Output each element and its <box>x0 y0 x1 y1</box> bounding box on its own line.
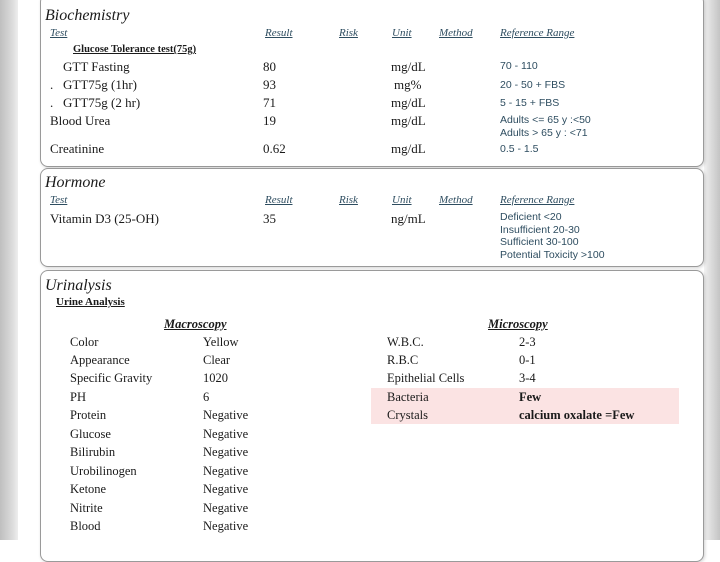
test-unit: mg/dL <box>391 95 426 110</box>
macro-name: Urobilinogen <box>70 464 137 478</box>
reference-range: 20 - 50 + FBS <box>500 79 566 91</box>
header-risk: Risk <box>339 194 358 206</box>
micro-value: calcium oxalate =Few <box>519 408 635 422</box>
macro-name: Appearance <box>70 353 130 367</box>
test-unit: mg/dL <box>391 113 426 128</box>
macro-name: Blood <box>70 519 101 533</box>
hormone-title: Hormone <box>45 174 106 191</box>
test-result: 35 <box>263 211 276 226</box>
test-name: GTT75g (1hr) <box>63 77 138 92</box>
header-method: Method <box>439 27 473 39</box>
macro-value: Negative <box>203 501 249 515</box>
test-name: Vitamin D3 (25-OH) <box>50 211 159 226</box>
macro-value: 1020 <box>203 371 228 385</box>
macro-value: Negative <box>203 464 249 478</box>
biochemistry-title: Biochemistry <box>45 7 130 24</box>
micro-name: R.B.C <box>387 353 419 367</box>
biochemistry-panel <box>40 0 704 167</box>
gtt-subheading: Glucose Tolerance test(75g) <box>73 44 197 55</box>
bullet-dot: . <box>50 95 54 110</box>
header-result: Result <box>265 194 293 206</box>
test-unit: mg/dL <box>391 59 426 74</box>
urinalysis-title: Urinalysis <box>45 277 112 294</box>
macro-name: Color <box>70 335 99 349</box>
macro-name: Glucose <box>70 427 111 441</box>
right-page-edge <box>704 0 720 540</box>
header-test: Test <box>50 27 68 39</box>
macro-name: Nitrite <box>70 501 103 515</box>
reference-range <box>500 211 605 261</box>
header-reference: Reference Range <box>500 27 575 39</box>
micro-value: Few <box>519 390 542 404</box>
micro-name: Crystals <box>387 408 428 422</box>
reference-range: 70 - 110 <box>500 60 538 72</box>
reference-line: Insufficient 20-30 <box>500 223 580 236</box>
reference-line: Potential Toxicity >100 <box>500 248 605 261</box>
macro-value: Negative <box>203 445 249 459</box>
macro-value: 6 <box>203 390 210 404</box>
reference-range: 0.5 - 1.5 <box>500 143 539 155</box>
reference-line: Sufficient 30-100 <box>500 236 579 248</box>
urinalysis-panel <box>40 270 704 562</box>
macro-name: PH <box>70 390 86 404</box>
test-unit: mg% <box>394 77 422 92</box>
test-result: 71 <box>263 95 276 110</box>
micro-value: 0-1 <box>519 353 536 367</box>
macroscopy-heading: Macroscopy <box>164 317 227 331</box>
header-risk: Risk <box>339 27 358 39</box>
macro-value: Negative <box>203 408 249 422</box>
urine-analysis-subheading: Urine Analysis <box>56 296 125 308</box>
reference-range <box>500 114 591 139</box>
test-name: GTT Fasting <box>63 59 130 74</box>
test-result: 0.62 <box>263 141 286 156</box>
test-name: Creatinine <box>50 141 105 156</box>
macro-name: Ketone <box>70 482 107 496</box>
macro-name: Bilirubin <box>70 445 116 459</box>
hormone-panel <box>40 168 704 267</box>
macro-value: Negative <box>203 427 249 441</box>
micro-name: Bacteria <box>387 390 429 404</box>
macro-value: Yellow <box>203 335 239 349</box>
test-unit: ng/mL <box>391 211 426 226</box>
header-unit: Unit <box>392 194 412 206</box>
test-unit: mg/dL <box>391 141 426 156</box>
header-reference: Reference Range <box>500 194 575 206</box>
bullet-dot: . <box>50 77 54 92</box>
macro-value: Clear <box>203 353 231 367</box>
macro-value: Negative <box>203 482 249 496</box>
reference-line: Adults <= 65 y :<50 <box>500 114 591 126</box>
microscopy-heading: Microscopy <box>488 317 548 331</box>
micro-value: 3-4 <box>519 371 536 385</box>
test-result: 93 <box>263 77 276 92</box>
header-result: Result <box>265 27 293 39</box>
macro-value: Negative <box>203 519 249 533</box>
test-result: 80 <box>263 59 276 74</box>
reference-line: Adults > 65 y : <71 <box>500 126 588 139</box>
micro-name: W.B.C. <box>387 335 424 349</box>
test-name: Blood Urea <box>50 113 111 128</box>
header-method: Method <box>439 194 473 206</box>
micro-value: 2-3 <box>519 335 536 349</box>
reference-line: Deficient <20 <box>500 211 562 223</box>
macro-name: Specific Gravity <box>70 371 153 385</box>
test-name: GTT75g (2 hr) <box>63 95 141 110</box>
left-page-edge <box>0 0 18 540</box>
micro-name: Epithelial Cells <box>387 371 465 385</box>
macro-name: Protein <box>70 408 107 422</box>
header-unit: Unit <box>392 27 412 39</box>
reference-range: 5 - 15 + FBS <box>500 97 560 109</box>
test-result: 19 <box>263 113 276 128</box>
header-test: Test <box>50 194 68 206</box>
